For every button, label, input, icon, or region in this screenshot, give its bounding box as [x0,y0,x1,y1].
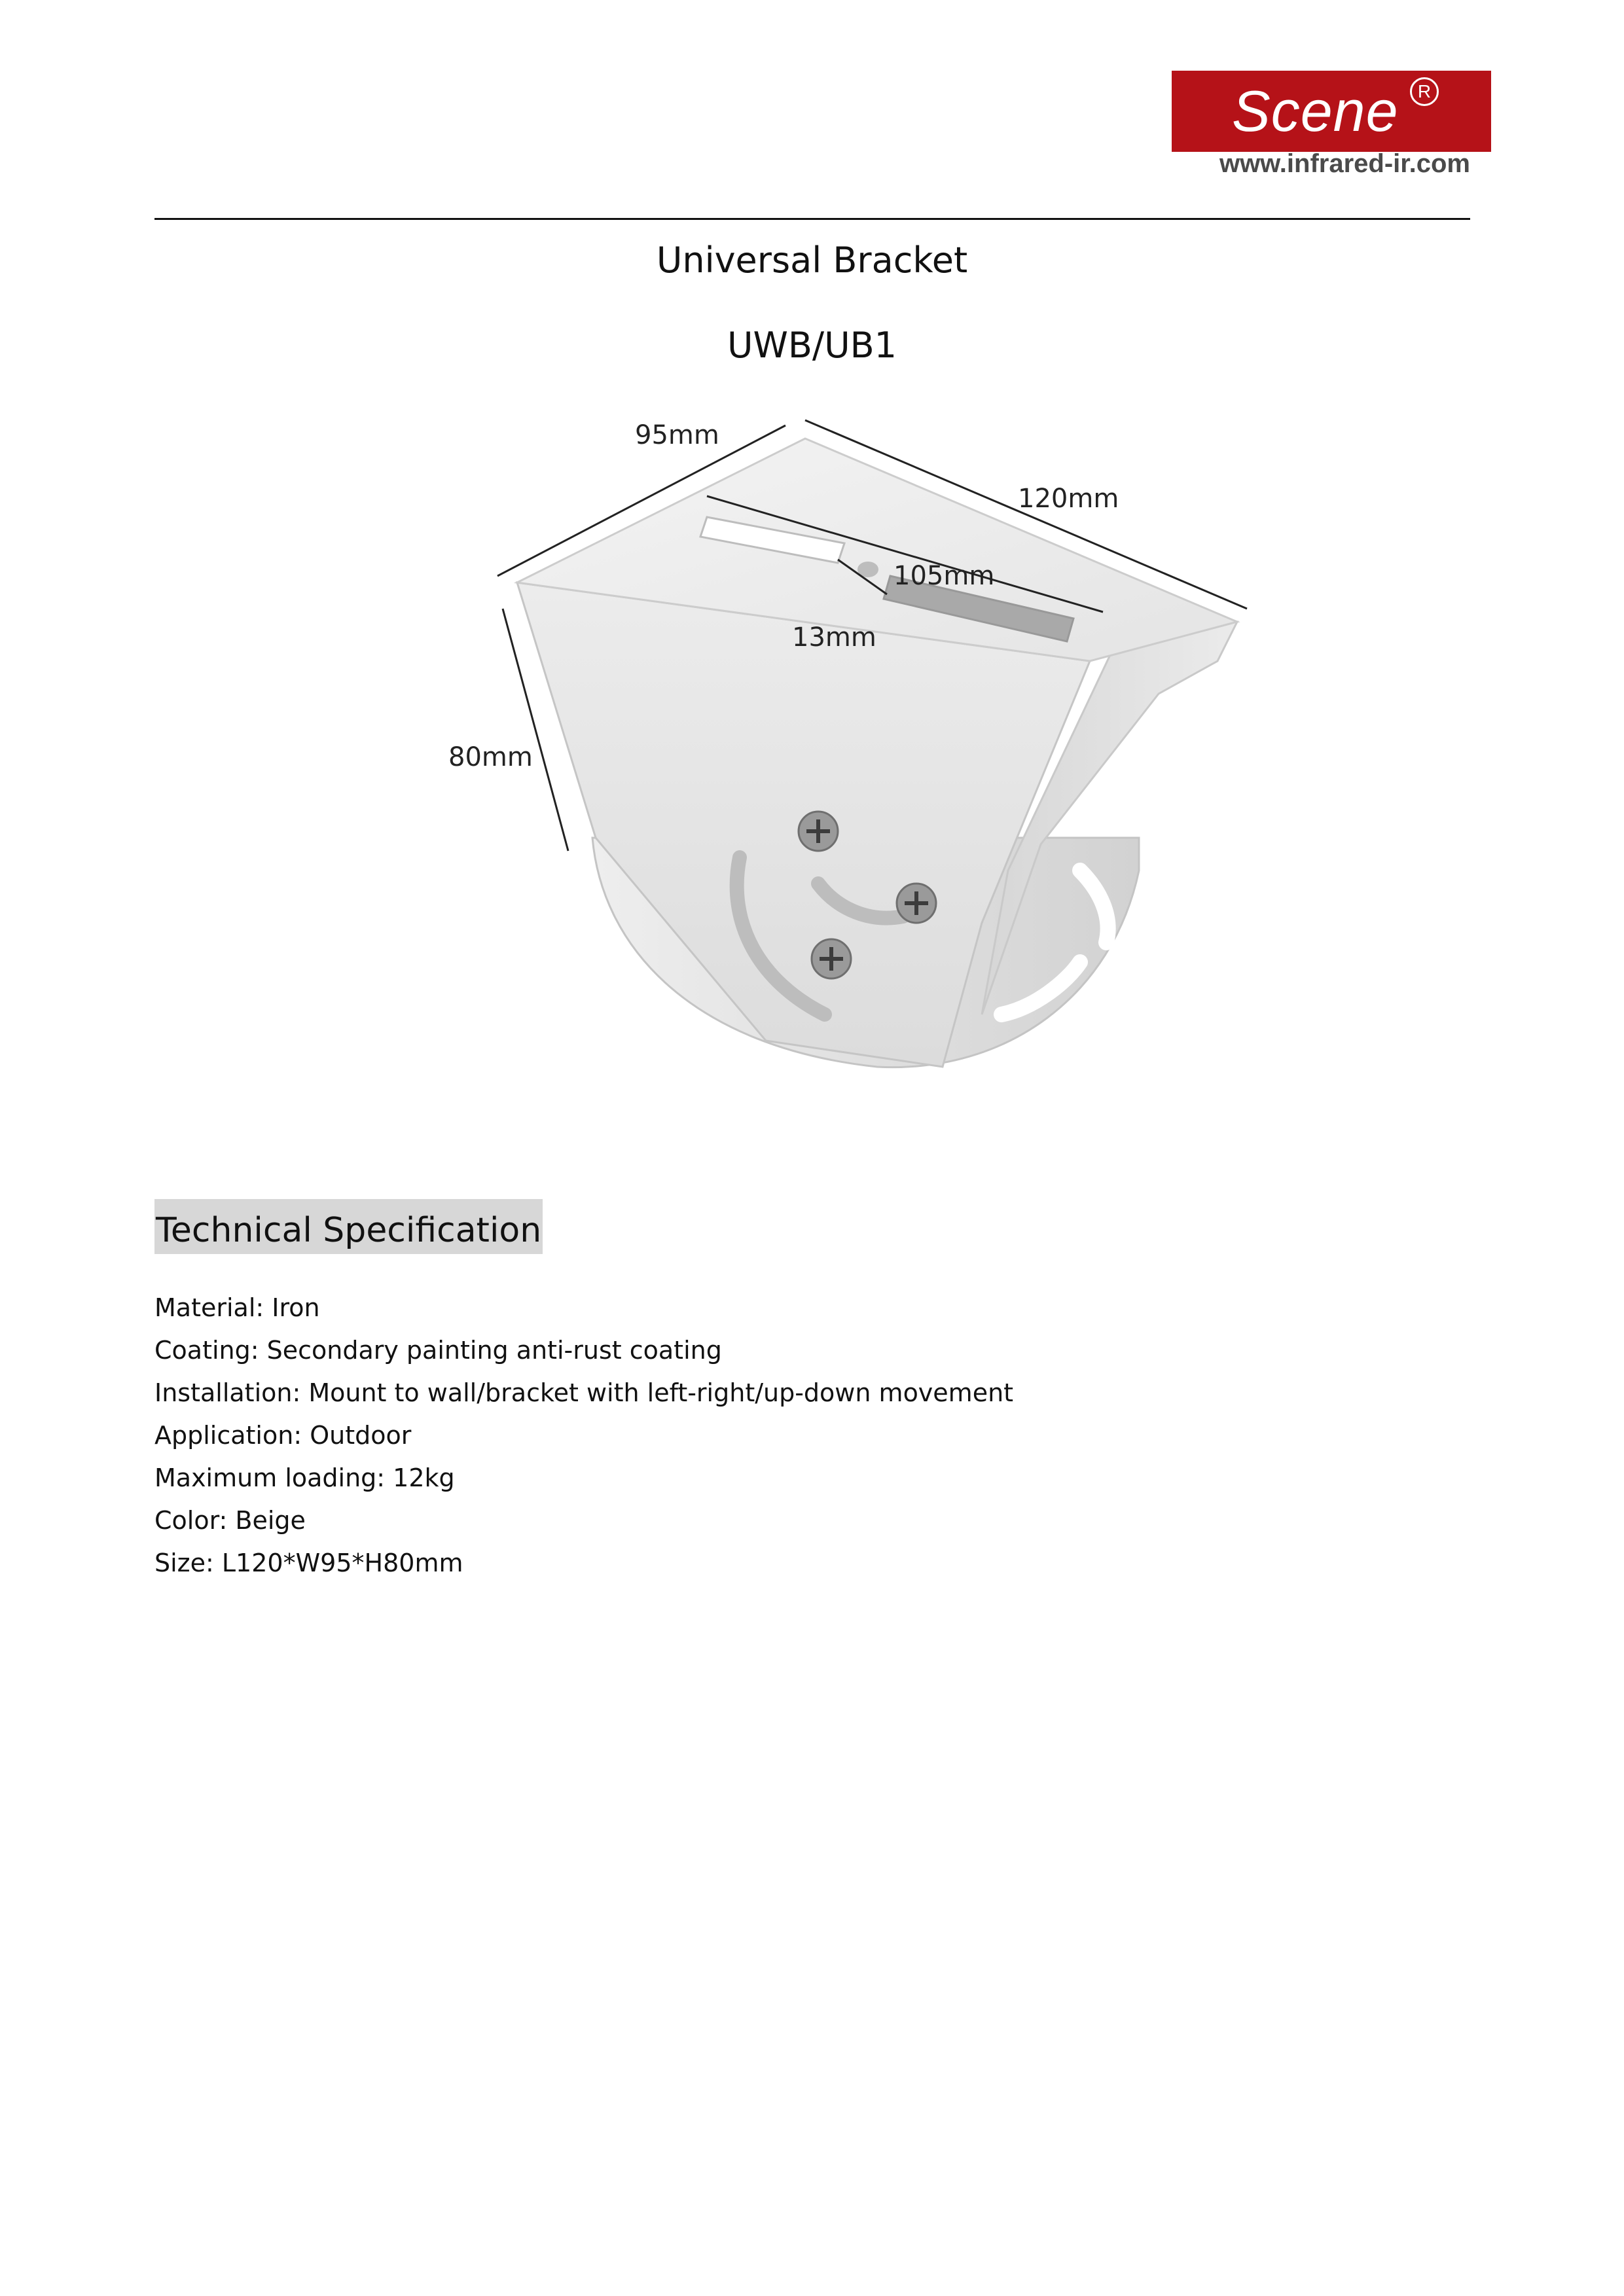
registered-mark-icon: R [1410,77,1439,106]
brand-name: Scene [1232,79,1399,143]
spec-coating: Coating: Secondary painting anti-rust coating [154,1336,722,1365]
screw-icon [897,884,936,923]
dimension-length-label: 120mm [1018,484,1119,514]
product-image [419,386,1283,1080]
spec-installation: Installation: Mount to wall/bracket with left-right/up-down movement [154,1378,1014,1407]
screw-icon [812,939,851,978]
dimension-height-label: 80mm [448,742,533,772]
dimension-slot-gap-label: 13mm [792,622,876,653]
brand-logo [1172,71,1491,152]
header-divider [154,218,1470,220]
spec-size: Size: L120*W95*H80mm [154,1549,463,1577]
dimension-slot-length-label: 105mm [893,561,995,591]
screw-icon [799,812,838,851]
spec-material: Material: Iron [154,1293,320,1322]
model-number: UWB/UB1 [727,325,897,366]
bracket-body [517,439,1237,1067]
spec-application: Application: Outdoor [154,1421,412,1450]
spec-max-loading: Maximum loading: 12kg [154,1463,455,1492]
website-url: www.infrared-ir.com [1219,149,1470,178]
spec-heading: Technical Specification [154,1199,543,1254]
spec-list [154,1287,1013,1585]
dimension-width-label: 95mm [635,420,719,450]
page-title: Universal Bracket [656,240,968,281]
spec-color: Color: Beige [154,1506,306,1535]
